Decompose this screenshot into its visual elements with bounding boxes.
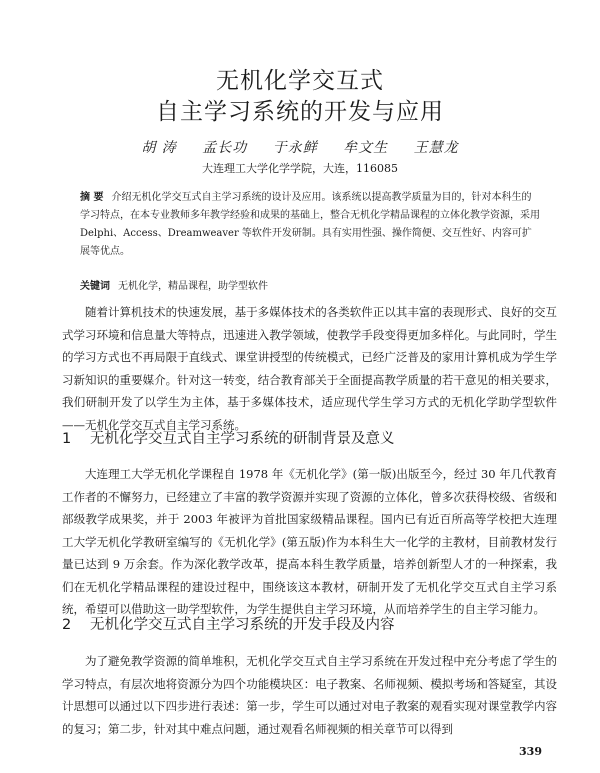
author: 于永鲜 [272,140,318,156]
abstract-label: 摘 要 [80,192,104,203]
section-title: 无机化学交互式自主学习系统的开发手段及内容 [90,617,395,633]
page-number: 339 [519,745,542,758]
section-number: 2 [62,617,72,633]
keywords [80,277,540,292]
abstract-text: 介绍无机化学交互式自主学习系统的设计及应用。该系统以提高教学质量为目的，针对本科生的学习特点，在本专业教师多年教学经验和成果的基础上，整合无机化学精品课程的立体化教学资源，采用 Delphi、Access、Dreamweaver 等软件开发研制。具有实用性强、操作简便、交互性好、内容可扩展等优点。 [80,192,540,257]
paper-title-line2: 自主学习系统的开发与应用 [156,99,444,125]
paper-title-line1: 无机化学交互式 [216,68,384,94]
section-title: 无机化学交互式自主学习系统的研制背景及意义 [90,431,395,447]
author: 孟长功 [202,140,248,156]
keywords-label: 关键词 [80,281,110,292]
section1-paragraph: 大连理工大学无机化学课程自 1978 年《无机化学》(第一版)出版至今，经过 30 年几代教育工作者的不懈努力，已经建立了丰富的教学资源并实现了资源的立体化，曾多次获得校级、省级和部级教学成果奖，并于 2003 年被评为首批国家级精品课程。国内已有近百所高等学校把大连理工大学无机化学教研室编写的《无机化学》(第五版)作为本科生大一化学的主教材，目前教材发行量已达到 9 万余套。作为深化教学改革，提高本科生教学质量，培养创新型人才的一种探索，我们在无机化学精品课程的建设过程中，围绕该这本教材，研制开发了无机化学交互式自主学习系统，希望可以借助这一助学型软件，为学生提供自主学习环境，从而培养学生的自主学习能力。 [62,467,557,616]
section-heading-1 [62,427,395,448]
affiliation: 大连理工大学化学学院，大连，116085 [202,162,398,175]
keywords-text: 无机化学，精品课程，助学型软件 [118,281,268,292]
abstract [80,189,540,261]
section-number: 1 [62,431,72,447]
section2-paragraph: 为了避免教学资源的简单堆积，无机化学交互式自主学习系统在开发过程中充分考虑了学生的学习特点，有层次地将资源分为四个功能模块区：电子教案、名师视频、模拟考场和答疑室，其设计思想可以通过以下四步进行表述：第一步，学生可以通过对电子教案的观看实现对课堂教学内容的复习；第二步，针对其中难点问题，通过观看名师视频的相关章节可以得到 [62,654,557,736]
author: 牟文生 [343,140,389,156]
intro-paragraph: 随着计算机技术的快速发展，基于多媒体技术的各类软件正以其丰富的表现形式、良好的交互式学习环境和信息量大等特点，迅速进入教学领域，使教学手段变得更加多样化。与此同时，学生的学习方式也不再局限于直线式、课堂讲授型的传统模式，已经广泛普及的家用计算机成为学生学习新知识的重要媒介。针对这一转变，结合教育部关于全面提高教学质量的若干意见的相关要求，我们研制开发了以学生为主体，基于多媒体技术，适应现代学生学习方式的无机化学助学型软件——无机化学交互式自主学习系统。 [62,305,557,432]
section-heading-2 [62,613,395,634]
author: 王慧龙 [413,140,459,156]
author-list [0,137,600,157]
author: 胡 涛 [141,140,177,156]
